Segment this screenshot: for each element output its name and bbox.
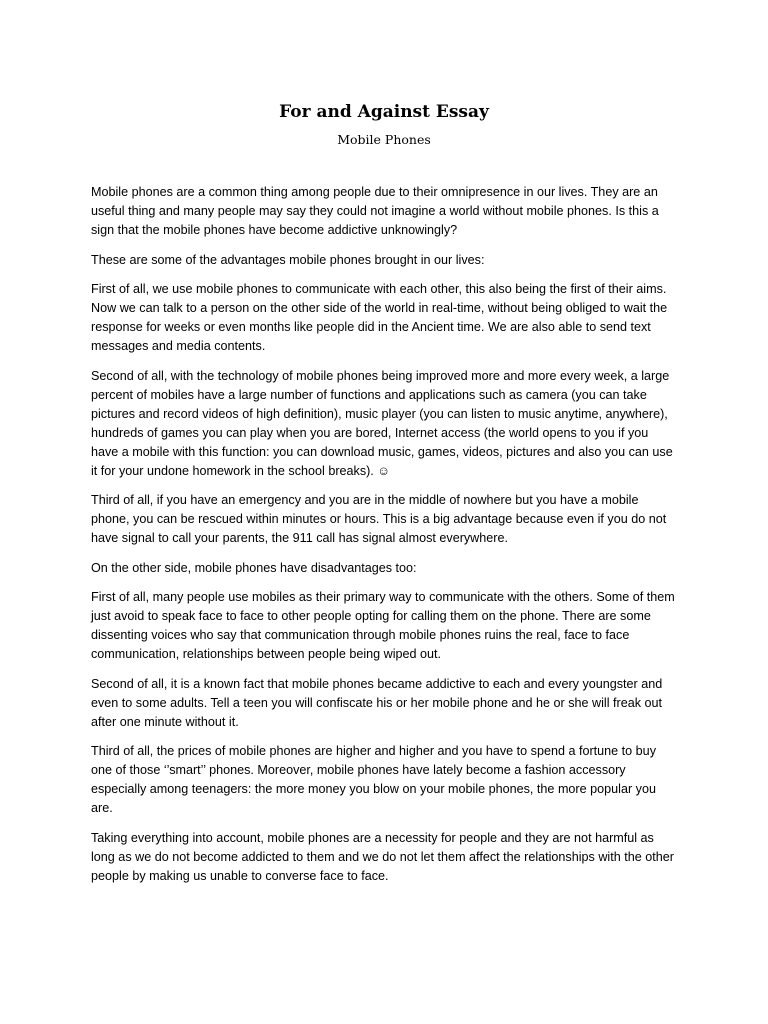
document-subtitle: Mobile Phones [337,132,431,147]
paragraph-advantages-lead: These are some of the advantages mobile phones brought in our lives: [91,252,485,267]
paragraph-disadvantage-2: Second of all, it is a known fact that mobile phones became addictive to each and every youngster and even to some adults. Tell a teen you will confiscate his or her mobile phone and he or she will freak out after one minute without it. [91,676,663,729]
essay-body [91,183,679,896]
paragraph-advantage-1: First of all, we use mobile phones to communicate with each other, this also being the first of their aims. Now we can talk to a person on the other side of the world in real-time, without being obliged to wait the response for weeks or even months like people did in the Ancient time. We are also able to send text messages and media contents. [91,282,668,353]
paragraph-conclusion: Taking everything into account, mobile phones are a necessity for people and they are not harmful as long as we do not become addicted to them and we do not let them affect the relationships with the other people by making us unable to converse face to face. [91,830,674,883]
paragraph-disadvantage-3: Third of all, the prices of mobile phones are higher and higher and you have to spend a fortune to buy one of those ‘’smart’’ phones. Moreover, mobile phones have lately become a fashion accessory especially among teenagers: the more money you blow on your mobile phones, the more popular you are. [91,744,656,815]
paragraph-disadvantages-lead: On the other side, mobile phones have disadvantages too: [91,560,417,575]
document-title: For and Against Essay [279,102,489,122]
paragraph-intro: Mobile phones are a common thing among people due to their omnipresence in our lives. They are an useful thing and many people may say they could not imagine a world without mobile phones. Is this a sign that the mobile phones have become addictive unknowingly? [91,185,659,237]
paragraph-advantage-3: Third of all, if you have an emergency and you are in the middle of nowhere but you have a mobile phone, you can be rescued within minutes or hours. This is a big advantage because even if you do not have signal to call your parents, the 911 call has signal almost everywhere. [91,493,667,545]
paragraph-advantage-2: Second of all, with the technology of mobile phones being improved more and more every week, a large percent of mobiles have a large number of functions and applications such as camera (you can take pictures and record videos of high definition), music player (you can listen to music anytime, anywhere), hundreds of games you can play when you are bored, Internet access (the world opens to you if you have a mobile with this function: you can download music, games, videos, pictures and also you can use it for your undone homework in the school breaks). ☺ [91,368,673,478]
paragraph-disadvantage-1: First of all, many people use mobiles as their primary way to communicate with the others. Some of them just avoid to speak face to face to other people opting for calling them on the phone. There are some dissenting voices who say that communication through mobile phones ruins the real, face to face communication, relationships between people being wiped out. [91,590,675,661]
